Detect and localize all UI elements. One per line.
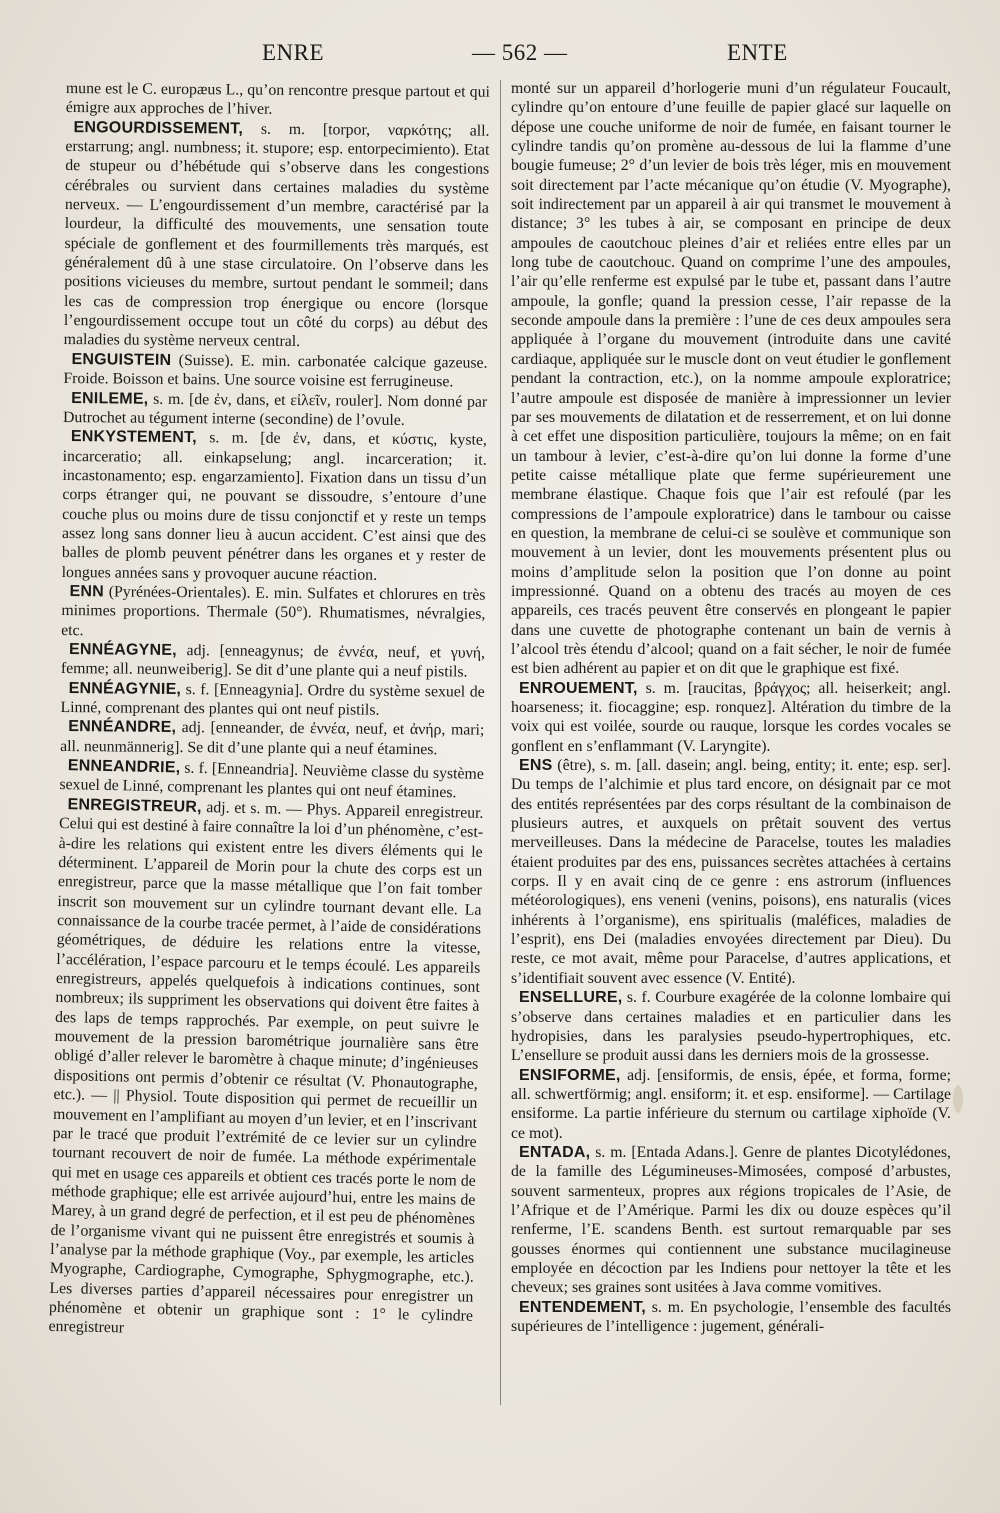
left-guide-word: ENRE — [262, 40, 325, 65]
entry-text: s. f. [Enneagynia]. Ordre du système sexuel de Linné, comprenant des plantes qui ont neuf pistils. — [60, 680, 485, 719]
entry-headword: ENNEANDRIE, — [67, 757, 181, 777]
entry — [61, 582, 485, 644]
entry — [48, 795, 483, 1345]
entry — [511, 1298, 951, 1337]
entry — [511, 679, 951, 756]
entry — [63, 350, 487, 392]
entry-headword: ENSELLURE, — [519, 989, 623, 1007]
entry-text: s. m. [raucitas, βράγχος; all. heiserkeit; angl. hoarseness; it. fiocaggine; esp. ronquez]. Altération du timbre de la voix qui est voilée, sourde ou rauque, lorsque les cordes vocales se gonflent en s’enflammant (V. Laryngite). — [511, 679, 951, 755]
entry-headword: ENREGISTREUR, — [67, 795, 202, 816]
entry-headword: ENTADA, — [519, 1143, 591, 1161]
entry-text: s. f. Courbure exagérée de la colonne lombaire qui s’observe dans certaines maladies et en particulier dans les hydropisies, dans les paralysies pseudo-hypertrophiques, etc. L’ensellure se produit aussi dans les derniers mois de la grossesse. — [511, 989, 951, 1065]
entry — [511, 79, 951, 679]
entry-text: s. f. [Enneandria]. Neuvième classe du système sexuel de Linné, comprenant les plantes qui ont neuf étamines. — [59, 759, 484, 802]
entry-text: adj. [ensiformis, de ensis, épée, et forma, forme; all. schwertförmig; angl. ensiform; it. et esp. ensiforme]. — Cartilage ensiforme. La partie inférieure du sternum ou cartilage xiphoïde (V. ce mot). — [511, 1066, 951, 1142]
entry — [511, 1066, 951, 1143]
entry-headword: ENGOURDISSEMENT, — [73, 118, 244, 138]
entry-text: s. m. [de ἐν, dans, et κύστις, kyste, incarceratio; all. einkapselung; angl. incarceration; it. incastonamento; esp. engarzamiento]. Fixation dans un tissu d’un corps étranger qui, ne pouvant se dissoudre, s’entoure d’une couche plus ou moins dure de tissu conjonctif et y reste un temps assez long sans donner lieu à aucun accident. C’est ainsi que des balles de plomb peuvent pénétrer dans les organes et y rester de longues années sans y provoquer aucune réaction. — [61, 429, 487, 584]
running-header — [0, 40, 1000, 80]
entry-text: (Pyrénées-Orientales). E. min. Sulfates et chlorures en très minimes proportions. Thermale (50°). Rhumatismes, névralgies, etc. — [61, 583, 486, 639]
entry — [511, 1143, 951, 1298]
entry-text: adj. [enneagynus; de ἐννέα, neuf, et γυνή, femme; all. neunweiberig]. Se dit d’une plante qui a neuf pistils. — [60, 641, 486, 681]
entry-text: monté sur un appareil d’horlogerie muni d’un régulateur Foucault, cylindre qu’on entoure d’une feuille de papier glacé sur laquelle on dépose une couche uniforme de noir de fumée, en faisant tourner le cylindre tandis qu’on promène au-dessous de lui la flamme d’une bougie fumeuse; 2° d’un levier de bois très léger, mis en mouvement soit directement par l’acte mécanique qu’on étudie (V. Myographe), soit indirectement par un appareil à air qui transmet le mouvement à distance; 3° les tubes à air, se composant en principe de deux ampoules de caoutchouc pleines d’air et reliées entre elles par un long tube de caoutchouc. Quand on comprime l’une des ampoules, l’air qu’elle renferme est expulsé par le tube et, passant dans l’autre ampoule, la gonfle; quand la pression cesse, l’air repasse de la seconde ampoule dans la première : l’une de ces deux ampoules sera appliquée à l’organe du mouvement (introduite dans une cavité cardiaque, appliquée sur le muscle dont on veut étudier le gonflement pendant la contraction, etc.), on la nomme ampoule exploratrice; l’autre ampoule est disposée de manière à impressionner un levier par ses mouvements de dilatation et de resserrement, et on lui donne à cet effet une disposition particulière, toujours la même; on en fait un tambour à levier, c’est-à-dire qu’on lui donne la forme d’une petite caisse métallique plate que ferme supérieurement une membrane élastique. Chaque fois que l’air est refoulé (par les compressions de l’ampoule exploratrice) dans le tambour ou caisse en question, la membrane de celui-ci se soulève et communique son mouvement à un levier, dont les mouvements présentent plus ou moins d’amplitude selon la position que l’on donne au point impressionné. Quand on a obtenu des tracés au moyen de ces appareils, ces tracés peuvent être conservés en plongeant le papier dans une cuvette de photographe contenant un bain de vernis à l’alcool très étendu d’alcool; quand on a fait sécher, le noir de fumée est bien adhérent au papier et on dit que le graphique est fixé. — [511, 80, 951, 678]
entry-text: adj. et s. m. — Phys. Appareil enregistreur. Celui qui est destiné à faire connaître la loi d’un phénomène, c’est-à-dire les relations qui existent entre les divers éléments qui le déterminent. L’appareil de Morin pour la chute des corps est un enregistreur, parce que la masse métallique que l’on fait tomber inscrit son mouvement sur un cylindre tournant devant elle. La connaissance de la courbe tracée permet, à l’aide de considérations géométriques, de déduire les relations entre la vitesse, l’accélération, l’espace parcouru et le temps écoulé. Les appareils enregistreurs, appelés quelquefois à indications continues, sont nombreux; ils suppriment les observations qui doivent être faites à des laps de temps rapprochés. Par exemple, on peut suivre le mouvement de la pression barométrique journalière sans être obligé d’aller relever le baromètre à chaque minute; d’ingénieuses dispositions ont permis d’obtenir ce résultat (V. Phonautographe, etc.). — || Physiol. Toute disposition qui permet de recueillir un mouvement en l’amplifiant au moyen d’un levier, et en l’inscrivant par le tracé que produit l’extrémité de ce levier sur un cylindre tournant recouvert de noir de fumée. La méthode expérimentale qui met en usage ces appareils et obtient ces tracés porte le nom de méthode graphique; elle est arrivée aujourd’hui, entre les mains de Marey, à un grand degré de perfection, et il est peu de phénomènes de l’organisme vivant qui ne puissent être enregistrés et soumis à l’analyse par la méthode graphique (Voy., par exemple, les articles Myographe, Cardiographe, Cymographe, Sphygmographe, etc.). Les diverses parties d’appareil nécessaires pour enregistrer un phénomène et obtenir un graphique sont : 1° le cylindre enregistreur — [48, 798, 484, 1337]
entry-text: (être), s. m. [all. dasein; angl. being, entity; it. ente; esp. ser]. Du temps de l’alchimie et plus tard encore, on désignait par ce mot des entités représentées par des corps résultant de la combinaison de plusieurs autres, et auxquels on prêtait souvent des vertus merveilleuses. Dans la médecine de Paracelse, toutes les maladies étaient produites par des ens, puissances secrètes attachées à certains corps. Il y en avait cinq de ce genre : ens astrorum (influences météorologiques), ens veneni (venins, poisons), ens naturalis (vices inhérents à l’organisme), ens spiritualis (maléfices, maladies de l’esprit), ens Dei (maladies envoyées directement par Dieu). Du reste, ce mot avait, même pour Paracelse, d’autres applications, et s’identifiait souvent avec essence (V. Entité). — [511, 757, 951, 987]
entry-headword: ENROUEMENT, — [519, 679, 638, 697]
entry — [62, 427, 487, 585]
entry-headword: ENGUISTEIN — [71, 350, 172, 369]
entry-text: s. m. [torpor, ναρκότης; all. erstarrung; angl. numbness; it. stupore; esp. entorpecimiento). Etat de stupeur ou d’hébétude qui s’observe dans les congestions cérébrales ou survient dans certaines maladies du système nerveux. — L’engourdissement d’un membre, caractérisé par la lourdeur, la difficulté des mouvements, une sensation toute spéciale de gonflement et des fourmillements très marqués, est généralement dû à une stase circulatoire. On l’observe dans les positions vicieuses du membre, surtout pendant le sommeil; dans les cas de compression trop énergique ou encore (lorsque l’engourdissement occupe tout un côté du corps) au début des maladies du système nerveux central. — [63, 120, 490, 351]
entry — [61, 640, 485, 682]
entry — [60, 717, 484, 759]
entry-text: (Suisse). E. min. carbonatée calcique gazeuse. Froide. Boisson et bains. Une source voisine est ferrugineuse. — [63, 351, 488, 391]
entry — [63, 388, 487, 430]
entry-text: s. m. [de ἐν, dans, et εἰλεῖν, rouler]. Nom donné par Dutrochet au tégument interne (secondine) de l’ovule. — [62, 390, 488, 429]
entry — [64, 118, 490, 354]
right-column — [511, 79, 951, 1336]
entry-headword: ENN — [69, 582, 104, 601]
entry — [66, 79, 490, 121]
left-column — [48, 79, 490, 1340]
entry — [511, 756, 951, 988]
entry-headword: ENNÉAGYNE, — [68, 641, 177, 659]
entry — [60, 679, 484, 721]
entry-headword: ENNÉAGYNIE, — [68, 679, 182, 698]
entry-text: adj. [enneander, de ἐννέα, neuf, et ἀνήρ, mari; all. neunmännerig]. Se dit d’une plante qui a neuf étamines. — [60, 719, 485, 758]
page-number: — 562 — — [472, 40, 568, 65]
entry-headword: ENSIFORME, — [519, 1066, 621, 1084]
entry-text: mune est le C. europæus L., qu’on rencontre presque partout et qui émigre aux approches de l’hiver. — [65, 79, 490, 119]
entry-headword: ENILEME, — [71, 389, 149, 408]
paper-stain — [953, 1085, 963, 1113]
right-guide-word: ENTE — [727, 40, 788, 65]
entry — [511, 988, 951, 1065]
entry-headword: ENTENDEMENT, — [519, 1298, 646, 1316]
entry-headword: ENS — [519, 757, 553, 775]
entry-text: s. m. [Entada Adans.]. Genre de plantes Dicotylédones, de la famille des Légumineuses-Mimosées, composé d’arbustes, souvent sarmenteux, propres aux régions tropicales de l’Asie, de l’Afrique et de l’Amérique. Parmi les dix ou douze espèces qu’il renferme, l’E. scandens Benth. est surtout remarquable par ses gousses énormes qui contiennent une substance mucilagineuse employée en décoction par les Indiens pour nettoyer la tête et les cheveux; ses graines sont usitées à Java comme vomitives. — [511, 1143, 951, 1297]
entry-headword: ENKYSTEMENT, — [70, 428, 197, 447]
column-divider — [500, 80, 501, 1405]
entry-headword: ENNÉANDRE, — [68, 718, 177, 737]
entry-text: s. m. En psychologie, l’ensemble des facultés supérieures de l’intelligence : jugement, générali- — [511, 1298, 951, 1335]
